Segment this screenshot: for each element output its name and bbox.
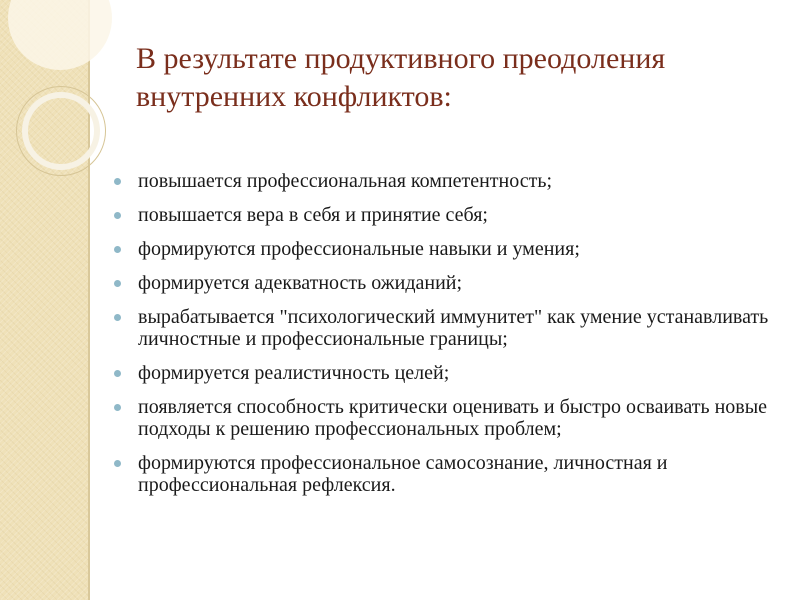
bullet-item (112, 362, 772, 384)
bullet-text: повышается вера в себя и принятие себя; (138, 204, 488, 226)
bullet-item (112, 306, 772, 350)
bullet-dot-icon (114, 178, 121, 185)
bullet-item (112, 396, 772, 440)
bullet-dot-icon (114, 246, 121, 253)
bullet-text: формируется адекватность ожиданий; (138, 272, 463, 294)
bullet-dot-icon (114, 314, 121, 321)
decorative-ring (22, 92, 100, 170)
bullet-item (112, 170, 772, 192)
bullet-text: формируется реалистичность целей; (138, 362, 450, 384)
bullet-dot-icon (114, 212, 121, 219)
bullet-item (112, 204, 772, 226)
bullet-text: формируются профессиональное самосознание, личностная и профессиональная рефлексия. (138, 452, 668, 496)
bullet-item (112, 238, 772, 260)
bullet-dot-icon (114, 404, 121, 411)
bullet-item (112, 272, 772, 294)
bullet-list (112, 170, 772, 508)
slide-title: В результате продуктивного преодоления внутренних конфликтов: (136, 42, 666, 113)
bullet-text: появляется способность критически оценивать и быстро осваивать новые подходы к решению профессиональных проблем; (138, 396, 768, 440)
bullet-text: формируются профессиональные навыки и умения; (138, 238, 580, 260)
bullet-dot-icon (114, 280, 121, 287)
bullet-text: повышается профессиональная компетентность; (138, 170, 553, 192)
bullet-dot-icon (114, 460, 121, 467)
bullet-item (112, 452, 772, 496)
bullet-dot-icon (114, 370, 121, 377)
bullet-text: вырабатывается "психологический иммунитет" как умение устанавливать личностные и профессиональные границы; (138, 306, 769, 350)
side-panel-edge (88, 0, 90, 600)
